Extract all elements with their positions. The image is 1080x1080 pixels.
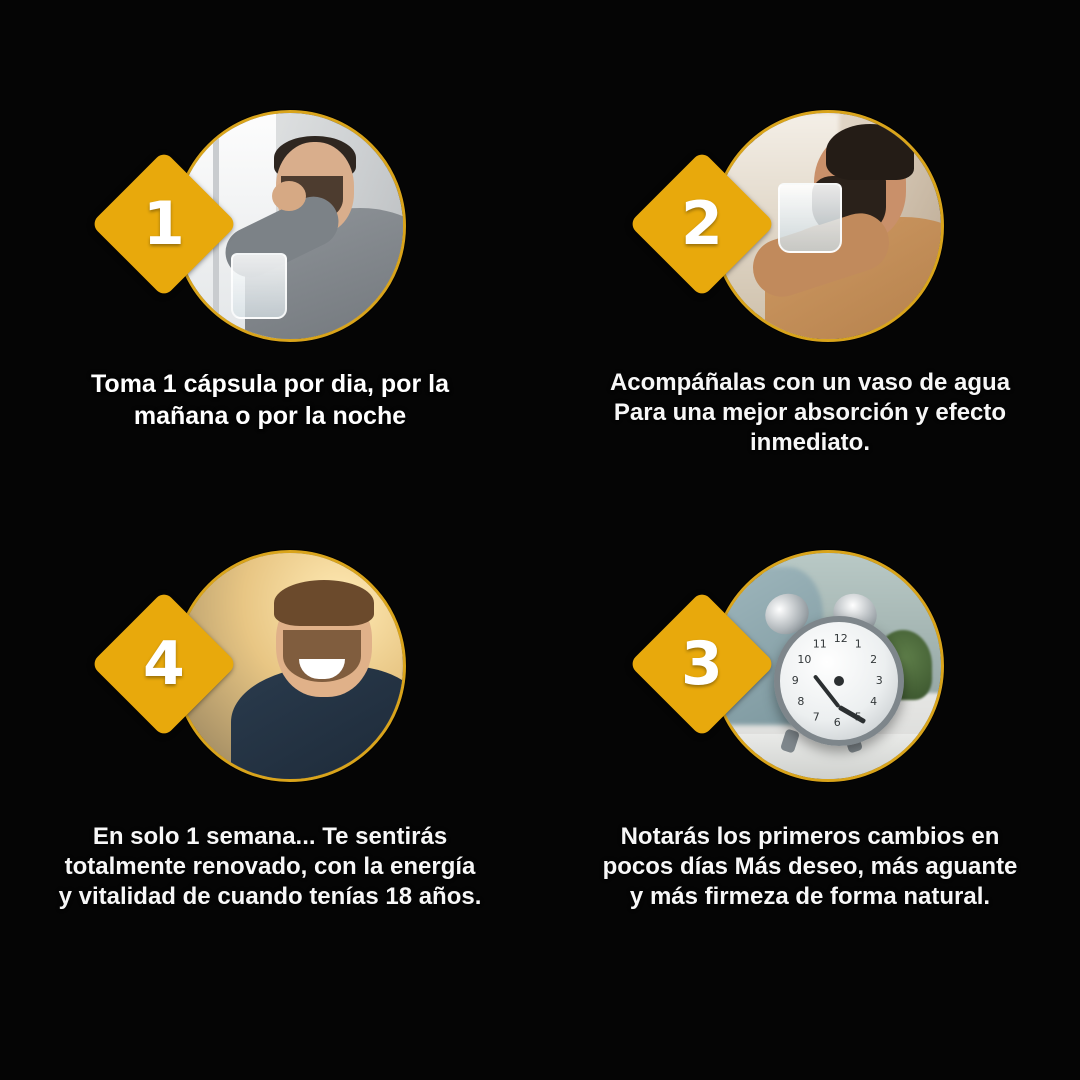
step-caption-2: Acompáñalas con un vaso de agua Para una mejor absorción y efecto inmediato. — [609, 369, 1011, 457]
step-card-4 — [0, 540, 540, 1080]
step-1-photo-wrap — [143, 110, 406, 342]
step-card-1 — [0, 0, 540, 540]
clock-pivot — [834, 676, 844, 686]
clock-tick-4: 4 — [870, 695, 878, 709]
step-card-2 — [540, 0, 1080, 540]
clock-tick-7: 7 — [812, 710, 820, 724]
clock-tick-3: 3 — [875, 674, 883, 688]
clock-tick-1: 1 — [854, 637, 862, 651]
water-glass-shape — [231, 253, 287, 319]
clock-tick-11: 11 — [812, 637, 827, 651]
step-card-3 — [540, 540, 1080, 1080]
hand-shape — [272, 181, 306, 211]
clock-tick-6: 6 — [833, 716, 841, 730]
step-number-4: 4 — [143, 629, 185, 699]
clock-tick-8: 8 — [797, 695, 805, 709]
clock-tick-5: 5 — [854, 710, 862, 724]
clock-tick-12: 12 — [833, 632, 848, 646]
clock-tick-9: 9 — [791, 674, 799, 688]
hair-shape — [826, 124, 914, 180]
hair-shape — [274, 580, 374, 626]
clock-face — [774, 616, 904, 746]
step-4-photo-wrap — [143, 550, 406, 782]
step-caption-4: En solo 1 semana... Te sentirás totalmente renovado, con la energía y vitalidad de cuando tenías 18 años. — [58, 823, 482, 911]
step-3-photo-wrap — [681, 550, 944, 782]
water-glass-shape — [778, 183, 842, 253]
step-number-3: 3 — [681, 629, 723, 699]
clock-tick-2: 2 — [870, 653, 878, 667]
step-caption-3: Notarás los primeros cambios en pocos días Más deseo, más aguante y más firmeza de forma natural. — [602, 823, 1018, 911]
clock-tick-10: 10 — [797, 653, 812, 667]
step-2-photo-wrap — [681, 110, 944, 342]
step-number-1: 1 — [143, 189, 185, 259]
step-number-2: 2 — [681, 189, 723, 259]
step-caption-1: Toma 1 cápsula por dia, por la mañana o por la noche — [91, 370, 449, 430]
